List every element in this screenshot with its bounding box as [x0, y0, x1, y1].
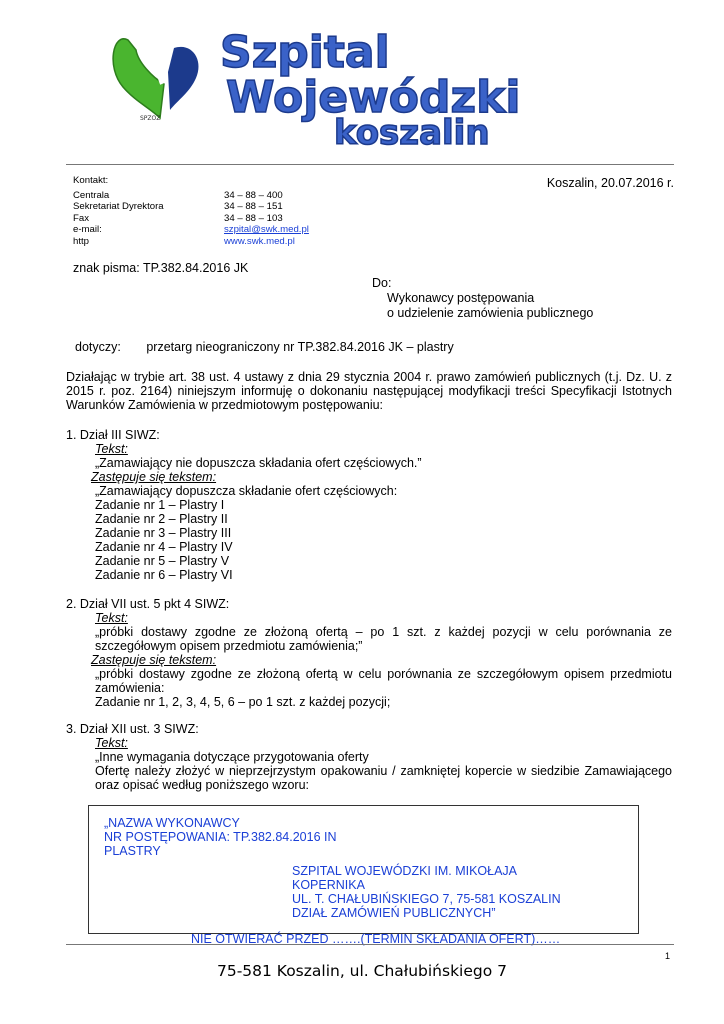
replace-label: Zastępuje się tekstem: — [91, 470, 217, 484]
envelope-line: „NAZWA WYKONAWCY — [104, 816, 240, 830]
replacement-line: Zadanie nr 5 – Plastry V — [95, 554, 230, 568]
original-text: Ofertę należy złożyć w nieprzejrzystym opakowaniu / zamkniętej kopercie w siedzibie Zamawiającego oraz opisać według poniższego wzoru: — [95, 764, 672, 792]
address-line: KOPERNIKA — [292, 878, 365, 892]
original-text: „Zamawiający nie dopuszcza składania ofert częściowych.” — [95, 456, 422, 470]
heart-logo-icon — [113, 39, 198, 122]
replacement-line: Zadanie nr 3 – Plastry III — [95, 526, 232, 540]
reference-number: znak pisma: TP.382.84.2016 JK — [73, 261, 249, 275]
hospital-logo — [108, 22, 598, 150]
contact-row — [73, 224, 309, 236]
replacement-line: Zadanie nr 1, 2, 3, 4, 5, 6 – po 1 szt. z każdej pozycji; — [95, 695, 391, 709]
envelope-line: PLASTRY — [104, 844, 161, 858]
modification-item-1 — [66, 428, 672, 582]
intro-paragraph: Działając w trybie art. 38 ust. 4 ustawy z dnia 29 stycznia 2004 r. prawo zamówień publicznych (t.j. Dz. U. z 2015 r. poz. 2164) niniejszym informuję o dokonaniu następującej modyfikacji treści Specyfikacji Istotnych Warunków Zamówienia w przedmiotowym postępowaniu: — [66, 370, 672, 412]
contact-row — [73, 236, 309, 248]
subject-line — [75, 340, 454, 354]
original-text: „Inne wymagania dotyczące przygotowania oferty — [95, 750, 369, 764]
replacement-line: „Zamawiający dopuszcza składanie ofert częściowych: — [95, 484, 398, 498]
footer-address: 75-581 Koszalin, ul. Chałubińskiego 7 — [216, 962, 508, 980]
replacement-line: Zadanie nr 1 – Plastry I — [95, 498, 225, 512]
contact-value: 34 – 88 – 103 — [224, 212, 283, 224]
item-title: 3. Dział XII ust. 3 SIWZ: — [66, 722, 199, 736]
original-text: „próbki dostawy zgodne ze złożoną ofertą – po 1 szt. z każdej pozycji w celu porównania ze szczegółowym opisem przedmiotu zamówienia;” — [95, 625, 672, 653]
contact-label: e-mail: — [73, 224, 102, 236]
subject-text: przetarg nieograniczony nr TP.382.84.2016 JK – plastry — [146, 340, 454, 354]
subject-label: dotyczy: — [75, 340, 121, 354]
modification-item-3 — [66, 722, 672, 792]
text-label: Tekst: — [95, 442, 128, 456]
contact-label: Sekretariat Dyrektora — [73, 201, 164, 213]
contact-value: 34 – 88 – 400 — [224, 189, 283, 201]
logo-badge: SPZOZ — [140, 115, 161, 122]
contact-row — [73, 201, 309, 213]
item-title: 1. Dział III SIWZ: — [66, 428, 160, 442]
page-number: 1 — [664, 951, 670, 961]
envelope-line: NR POSTĘPOWANIA: TP.382.84.2016 IN — [104, 830, 337, 844]
logo-line1: Szpital — [220, 27, 390, 78]
logo-line3: koszalin — [334, 113, 490, 150]
recipient-to: Do: — [372, 276, 392, 290]
recipient-block — [372, 276, 593, 321]
envelope-warning: NIE OTWIERAĆ PRZED …….(TERMIN SKŁADANIA OFERT)…… — [191, 932, 561, 946]
replacement-line: Zadanie nr 2 – Plastry II — [95, 512, 228, 526]
text-label: Tekst: — [95, 611, 128, 625]
logo-line2: Wojewódzki — [226, 72, 521, 123]
item-title: 2. Dział VII ust. 5 pkt 4 SIWZ: — [66, 597, 230, 611]
replacement-line: „próbki dostawy zgodne ze złożoną ofertą w celu porównania ze szczegółowym opisem przedmiotu zamówienia: — [95, 667, 672, 695]
contact-label: http — [73, 235, 90, 247]
envelope-address — [292, 864, 629, 920]
contact-label: Fax — [73, 212, 89, 224]
replacement-line: Zadanie nr 6 – Plastry VI — [95, 568, 233, 582]
address-line: UL. T. CHAŁUBIŃSKIEGO 7, 75-581 KOSZALIN — [292, 892, 561, 906]
envelope-content — [104, 816, 629, 946]
contact-heading: Kontakt: — [73, 175, 109, 186]
footer-divider — [66, 944, 674, 945]
address-line: DZIAŁ ZAMÓWIEŃ PUBLICZNYCH” — [292, 906, 496, 920]
email-link[interactable]: szpital@swk.med.pl — [224, 224, 309, 236]
replace-label: Zastępuje się tekstem: — [91, 653, 217, 667]
contact-label: Centrala — [73, 189, 110, 201]
recipient-line: o udzielenie zamówienia publicznego — [387, 306, 594, 320]
header-divider — [66, 164, 674, 165]
envelope-template-box — [88, 805, 639, 946]
contact-block — [73, 175, 309, 248]
recipient-line: Wykonawcy postępowania — [387, 291, 535, 305]
text-label: Tekst: — [95, 736, 128, 750]
contact-row — [73, 213, 309, 225]
address-line: SZPITAL WOJEWÓDZKI IM. MIKOŁAJA — [292, 864, 518, 878]
letter-date: Koszalin, 20.07.2016 r. — [546, 176, 674, 190]
website-link[interactable]: www.swk.med.pl — [224, 235, 295, 247]
modification-item-2 — [66, 597, 672, 709]
contact-value: 34 – 88 – 151 — [224, 201, 283, 213]
contact-row — [73, 190, 309, 202]
replacement-line: Zadanie nr 4 – Plastry IV — [95, 540, 233, 554]
